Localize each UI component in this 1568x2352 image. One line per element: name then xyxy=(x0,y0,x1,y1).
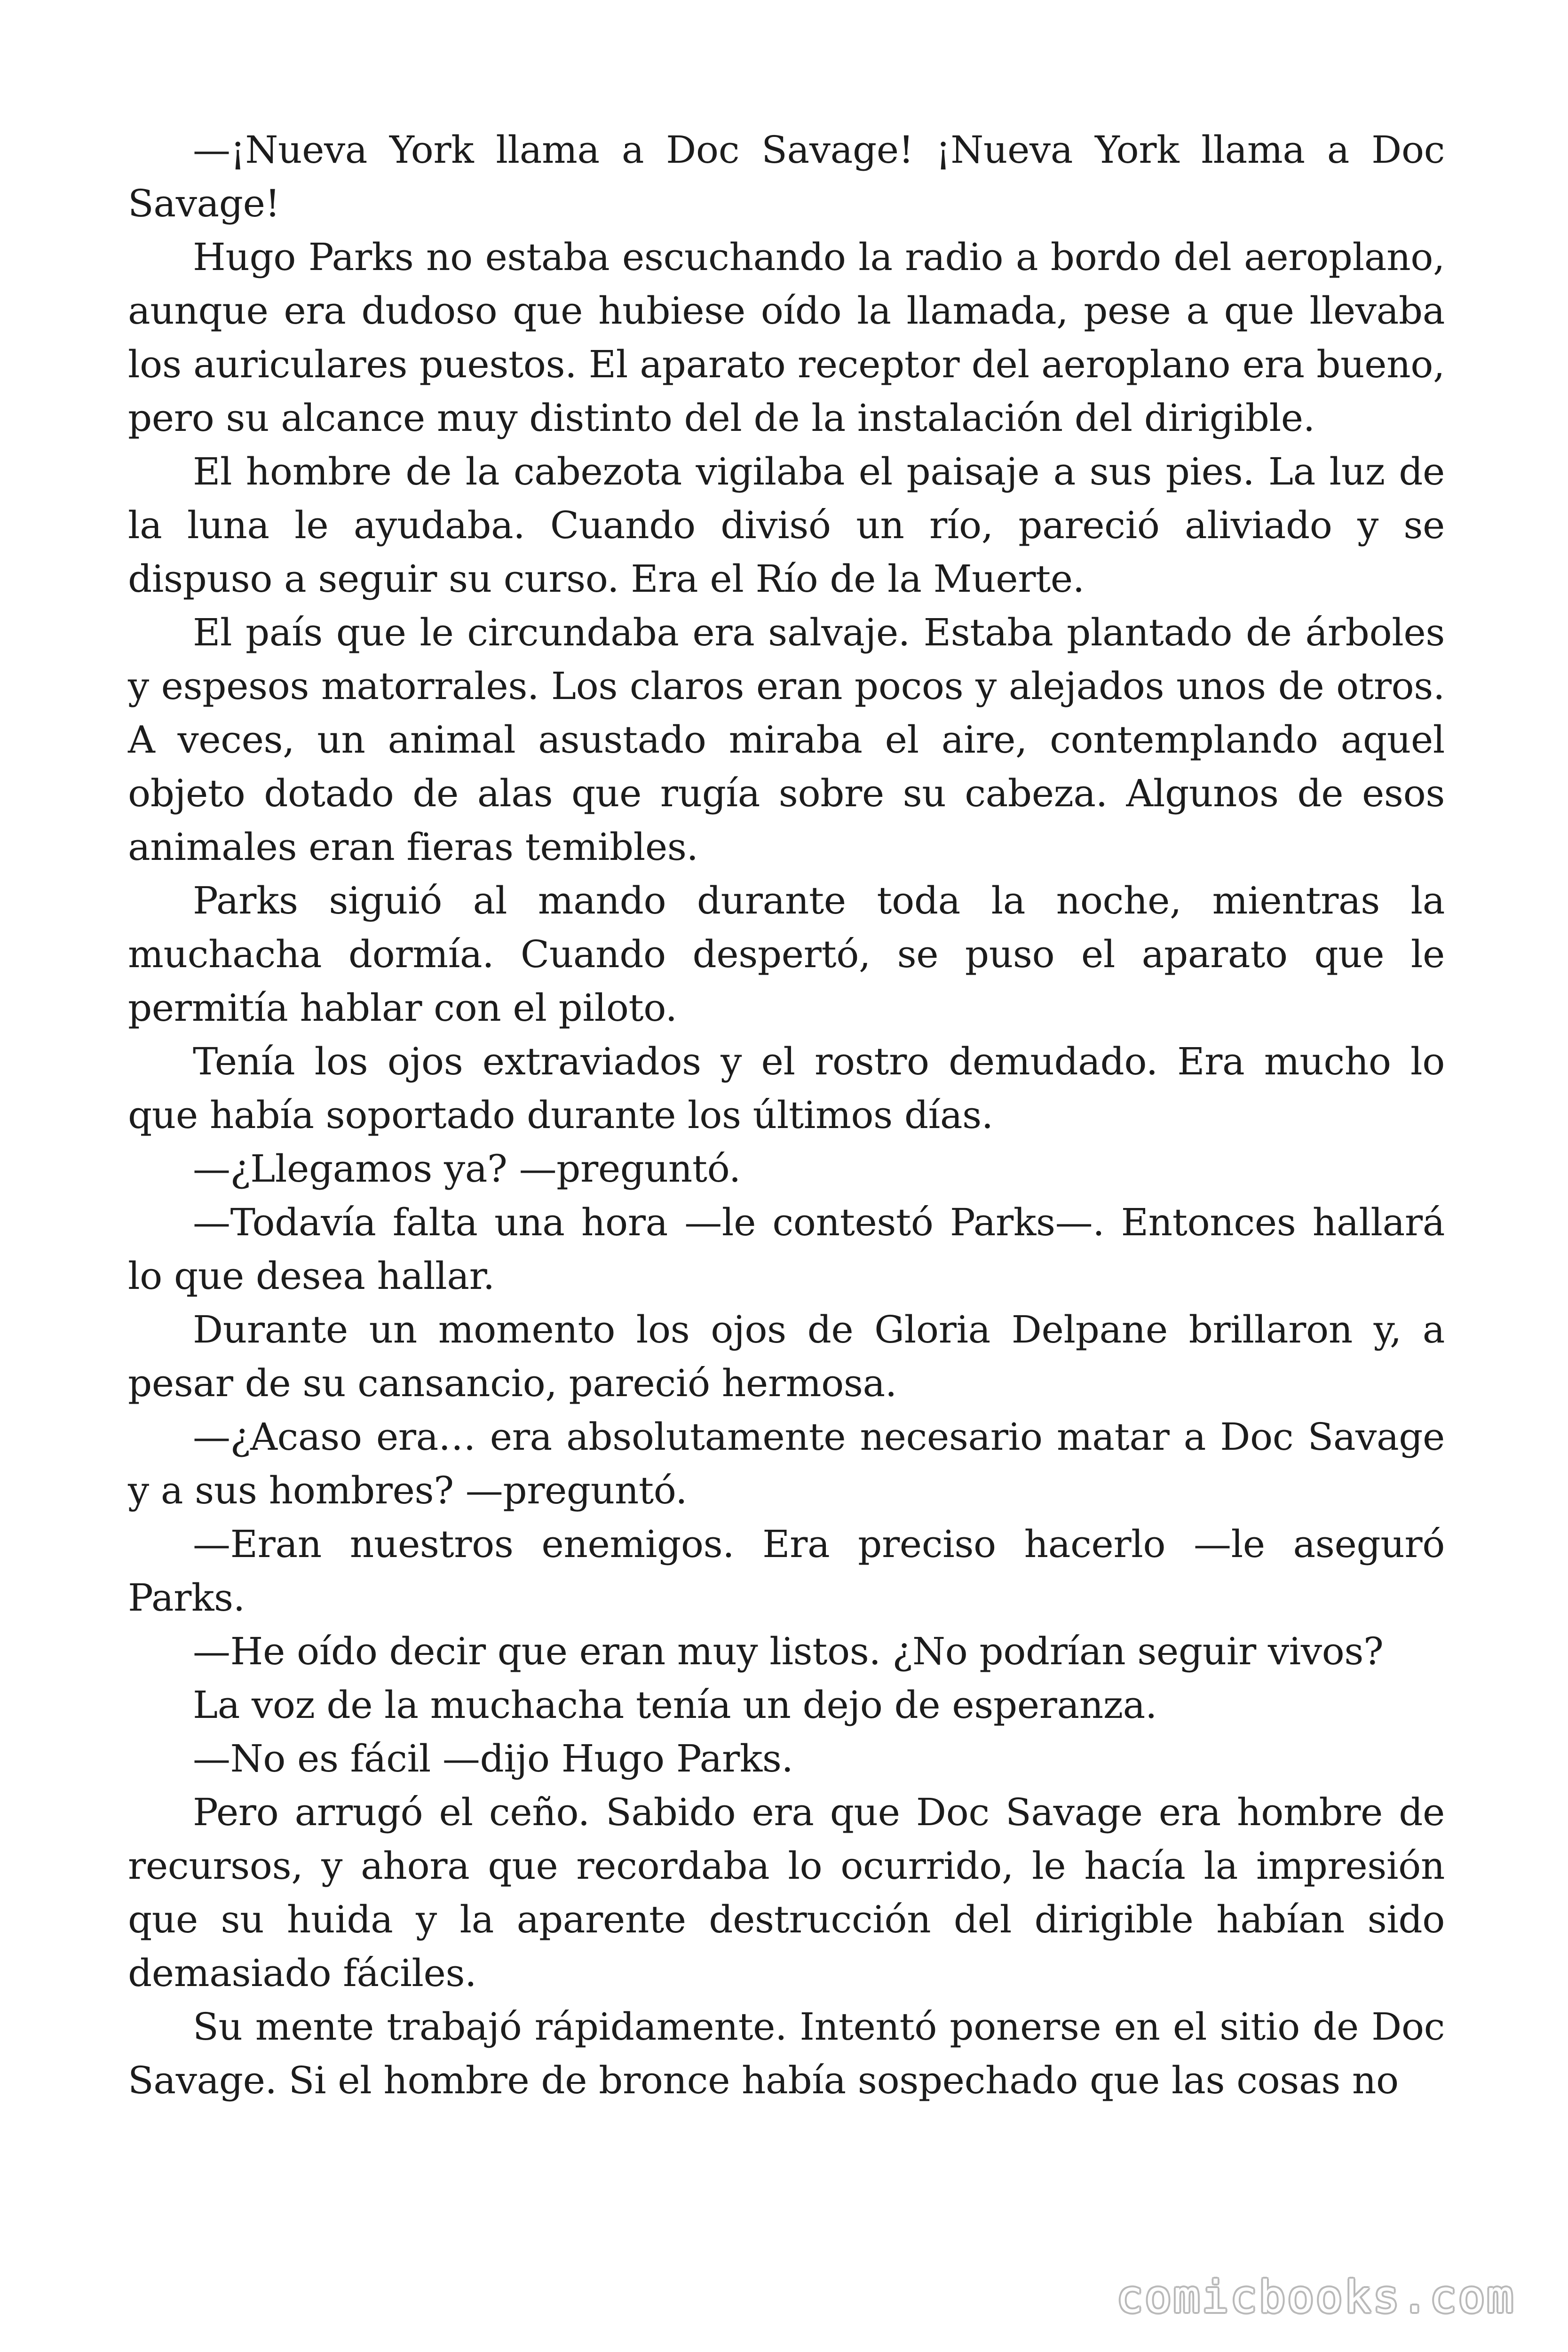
paragraph: —Eran nuestros enemigos. Era preciso hacerlo —le aseguró Parks. xyxy=(128,1522,1445,1620)
paragraph: El país que le circundaba era salvaje. Estaba plantado de árboles y espesos matorrales. Los claros eran pocos y alejados unos de otros. A veces, un animal asustado miraba el aire, contemplando aquel objeto dotado de alas que rugía sobre su cabeza. Algunos de esos animales eran fieras temibles. xyxy=(128,611,1445,869)
body-text xyxy=(128,123,1445,2107)
paragraph: Su mente trabajó rápidamente. Intentó ponerse en el sitio de Doc Savage. Si el hombre de bronce había sospechado que las cosas no xyxy=(128,2005,1445,2102)
paragraph: La voz de la muchacha tenía un dejo de esperanza. xyxy=(193,1683,1157,1727)
paragraph: —¿Llegamos ya? —preguntó. xyxy=(193,1147,741,1191)
paragraph: Tenía los ojos extraviados y el rostro demudado. Era mucho lo que había soportado durante los últimos días. xyxy=(128,1040,1445,1137)
paragraph: Parks siguió al mando durante toda la noche, mientras la muchacha dormía. Cuando despertó, se puso el aparato que le permitía hablar con el piloto. xyxy=(128,879,1445,1030)
watermark: comicbooks.com xyxy=(1116,2272,1515,2323)
paragraph: —¿Acaso era… era absolutamente necesario matar a Doc Savage y a sus hombres? —preguntó. xyxy=(128,1415,1445,1512)
paragraph: Durante un momento los ojos de Gloria Delpane brillaron y, a pesar de su cansancio, pareció hermosa. xyxy=(128,1308,1445,1405)
paragraph: Hugo Parks no estaba escuchando la radio a bordo del aeroplano, aunque era dudoso que hubiese oído la llamada, pese a que llevaba los auriculares puestos. El aparato receptor del aeroplano era bueno, pero su alcance muy distinto del de la instalación del dirigible. xyxy=(128,235,1445,440)
paragraph: —He oído decir que eran muy listos. ¿No podrían seguir vivos? xyxy=(193,1629,1384,1673)
paragraph: —Todavía falta una hora —le contestó Parks—. Entonces hallará lo que desea hallar. xyxy=(128,1200,1445,1298)
paragraph: Pero arrugó el ceño. Sabido era que Doc Savage era hombre de recursos, y ahora que recordaba lo ocurrido, le hacía la impresión que su huida y la aparente destrucción del dirigible habían sido demasiado fáciles. xyxy=(128,1790,1445,1995)
paragraph: El hombre de la cabezota vigilaba el paisaje a sus pies. La luz de la luna le ayudaba. Cuando divisó un río, pareció aliviado y se dispuso a seguir su curso. Era el Río de la Muerte. xyxy=(128,450,1445,601)
paragraph: —No es fácil —dijo Hugo Parks. xyxy=(193,1737,793,1780)
paragraph: —¡Nueva York llama a Doc Savage! ¡Nueva York llama a Doc Savage! xyxy=(128,128,1445,225)
